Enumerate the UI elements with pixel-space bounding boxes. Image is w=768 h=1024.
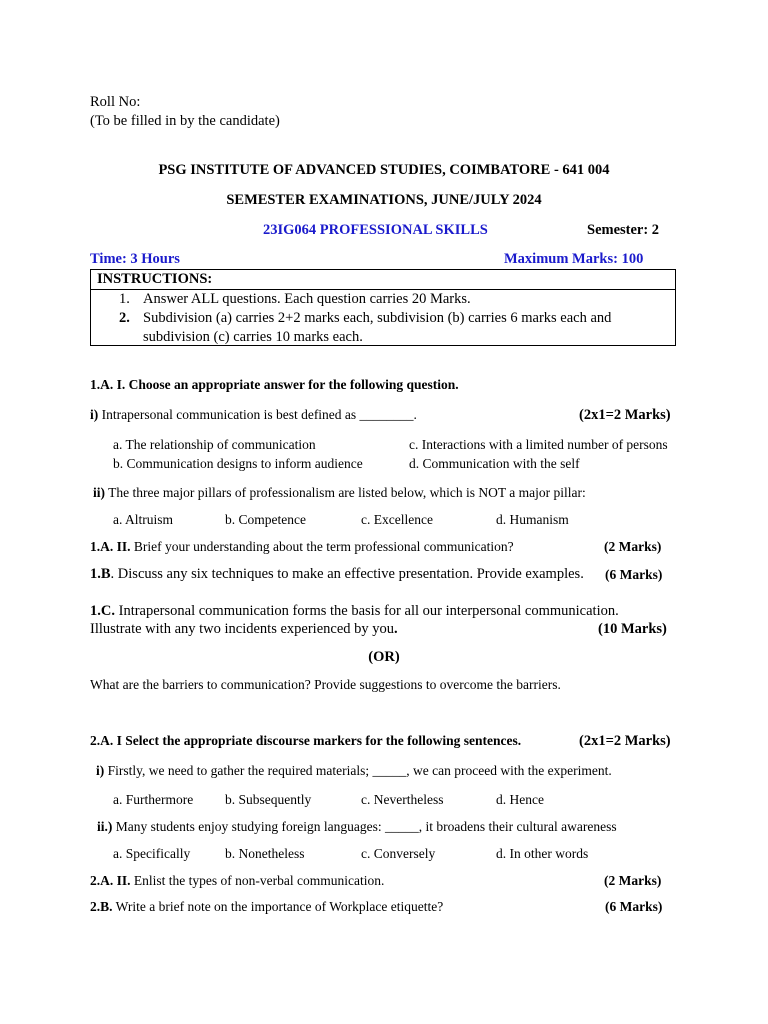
q1a-ii-brief xyxy=(90,539,514,555)
roll-no-note: (To be filled in by the candidate) xyxy=(90,113,280,129)
roll-no-label: Roll No: xyxy=(90,94,141,110)
q2a-ii-brief-text: Enlist the types of non-verbal communication. xyxy=(130,873,385,888)
q1a-i-text: Intrapersonal communication is best defined as ________. xyxy=(98,407,417,422)
q2a-ii-option-c: c. Conversely xyxy=(361,846,436,861)
q2a-ii-option-b: b. Nonetheless xyxy=(225,846,305,861)
q2a-i-option-a: a. Furthermore xyxy=(113,792,194,807)
max-marks-label: Maximum Marks: 100 xyxy=(504,251,644,267)
q1a-i-option-a: a. The relationship of communication xyxy=(113,437,316,452)
q1c-question-line1 xyxy=(90,603,619,620)
q1a-heading: 1.A. I. Choose an appropriate answer for the following question. xyxy=(90,377,459,392)
instruction-1-text: Answer ALL questions. Each question carries 20 Marks. xyxy=(143,291,471,307)
q1c-label: 1.C. xyxy=(90,603,115,619)
q2b-label: 2.B. xyxy=(90,899,113,914)
q2a-i-option-d: d. Hence xyxy=(496,792,544,807)
q1a-i-option-b: b. Communication designs to inform audience xyxy=(113,456,363,471)
q2a-ii-label: 2.A. II. xyxy=(90,873,131,888)
instruction-1-num: 1. xyxy=(119,291,130,307)
semester-label: Semester: 2 xyxy=(587,222,660,238)
q1a-ii-question xyxy=(93,485,586,501)
q2a-i-option-c: c. Nevertheless xyxy=(361,792,444,807)
q1b-label: 1.B xyxy=(90,566,111,582)
institute-title: PSG INSTITUTE OF ADVANCED STUDIES, COIMBATORE - 641 004 xyxy=(158,162,610,178)
exam-title: SEMESTER EXAMINATIONS, JUNE/JULY 2024 xyxy=(226,192,542,208)
q2a-i-text: Firstly, we need to gather the required materials; _____, we can proceed with the experiment. xyxy=(104,763,612,778)
q1c-dot: . xyxy=(394,621,398,637)
q2a-marks: (2x1=2 Marks) xyxy=(579,733,671,749)
instruction-2-text: Subdivision (a) carries 2+2 marks each, subdivision (b) carries 6 marks each and xyxy=(143,310,612,326)
q1a-ii-label: 1.A. II. xyxy=(90,539,131,554)
q2a-heading: 2.A. I Select the appropriate discourse markers for the following sentences. xyxy=(90,733,522,748)
q1c-text-1: Intrapersonal communication forms the basis for all our interpersonal communication. xyxy=(114,603,619,619)
instructions-box xyxy=(90,269,676,346)
q1b-question xyxy=(90,566,584,583)
q2a-ii-marks: (2 Marks) xyxy=(604,873,662,888)
q2a-ii-question xyxy=(97,819,617,835)
q2a-i-question xyxy=(96,763,612,779)
q2a-i-option-b: b. Subsequently xyxy=(225,792,312,807)
q1a-i-number: i) xyxy=(90,407,99,422)
instructions-header xyxy=(91,270,675,290)
q1b-marks: (6 Marks) xyxy=(605,567,663,582)
q1a-i-option-d: d. Communication with the self xyxy=(409,456,580,471)
time-label: Time: 3 Hours xyxy=(90,251,180,267)
q1a-ii-option-d: d. Humanism xyxy=(496,512,569,527)
q2a-ii-text: Many students enjoy studying foreign languages: _____, it broadens their cultural awareness xyxy=(112,819,617,834)
q2a-ii-option-a: a. Specifically xyxy=(113,846,191,861)
q1a-ii-marks: (2 Marks) xyxy=(604,539,662,554)
q1a-ii-brief-text: Brief your understanding about the term professional communication? xyxy=(130,539,514,554)
q1b-text: . Discuss any six techniques to make an effective presentation. Provide examples. xyxy=(110,566,584,582)
instruction-2-num: 2. xyxy=(119,310,130,326)
q2a-ii-number: ii.) xyxy=(97,819,113,834)
q1a-i-question xyxy=(90,407,417,423)
or-separator: (OR) xyxy=(368,649,400,665)
instruction-2-text-cont: subdivision (c) carries 10 marks each. xyxy=(143,329,363,345)
q1a-ii-text: The three major pillars of professionalism are listed below, which is NOT a major pillar: xyxy=(105,485,586,500)
q1a-marks: (2x1=2 Marks) xyxy=(579,407,671,423)
q1a-i-option-c: c. Interactions with a limited number of persons xyxy=(409,437,668,452)
q1c-marks: (10 Marks) xyxy=(598,621,667,637)
q2a-ii-option-d: d. In other words xyxy=(496,846,589,861)
q1c-or-question: What are the barriers to communication? Provide suggestions to overcome the barriers. xyxy=(90,677,561,692)
q2a-ii-brief xyxy=(90,873,384,889)
q2a-i-number: i) xyxy=(96,763,105,778)
course-title: 23IG064 PROFESSIONAL SKILLS xyxy=(263,222,488,238)
q2b-text: Write a brief note on the importance of Workplace etiquette? xyxy=(112,899,444,914)
q1a-ii-option-b: b. Competence xyxy=(225,512,306,527)
q1c-question-line2 xyxy=(90,621,398,638)
q1a-ii-option-c: c. Excellence xyxy=(361,512,433,527)
q2b-marks: (6 Marks) xyxy=(605,899,663,914)
q1c-text-2: Illustrate with any two incidents experienced by you xyxy=(90,621,395,637)
q1a-ii-option-a: a. Altruism xyxy=(113,512,173,527)
q2b-question xyxy=(90,899,443,915)
q1a-ii-number: ii) xyxy=(93,485,105,500)
instructions-title: INSTRUCTIONS: xyxy=(97,271,213,287)
